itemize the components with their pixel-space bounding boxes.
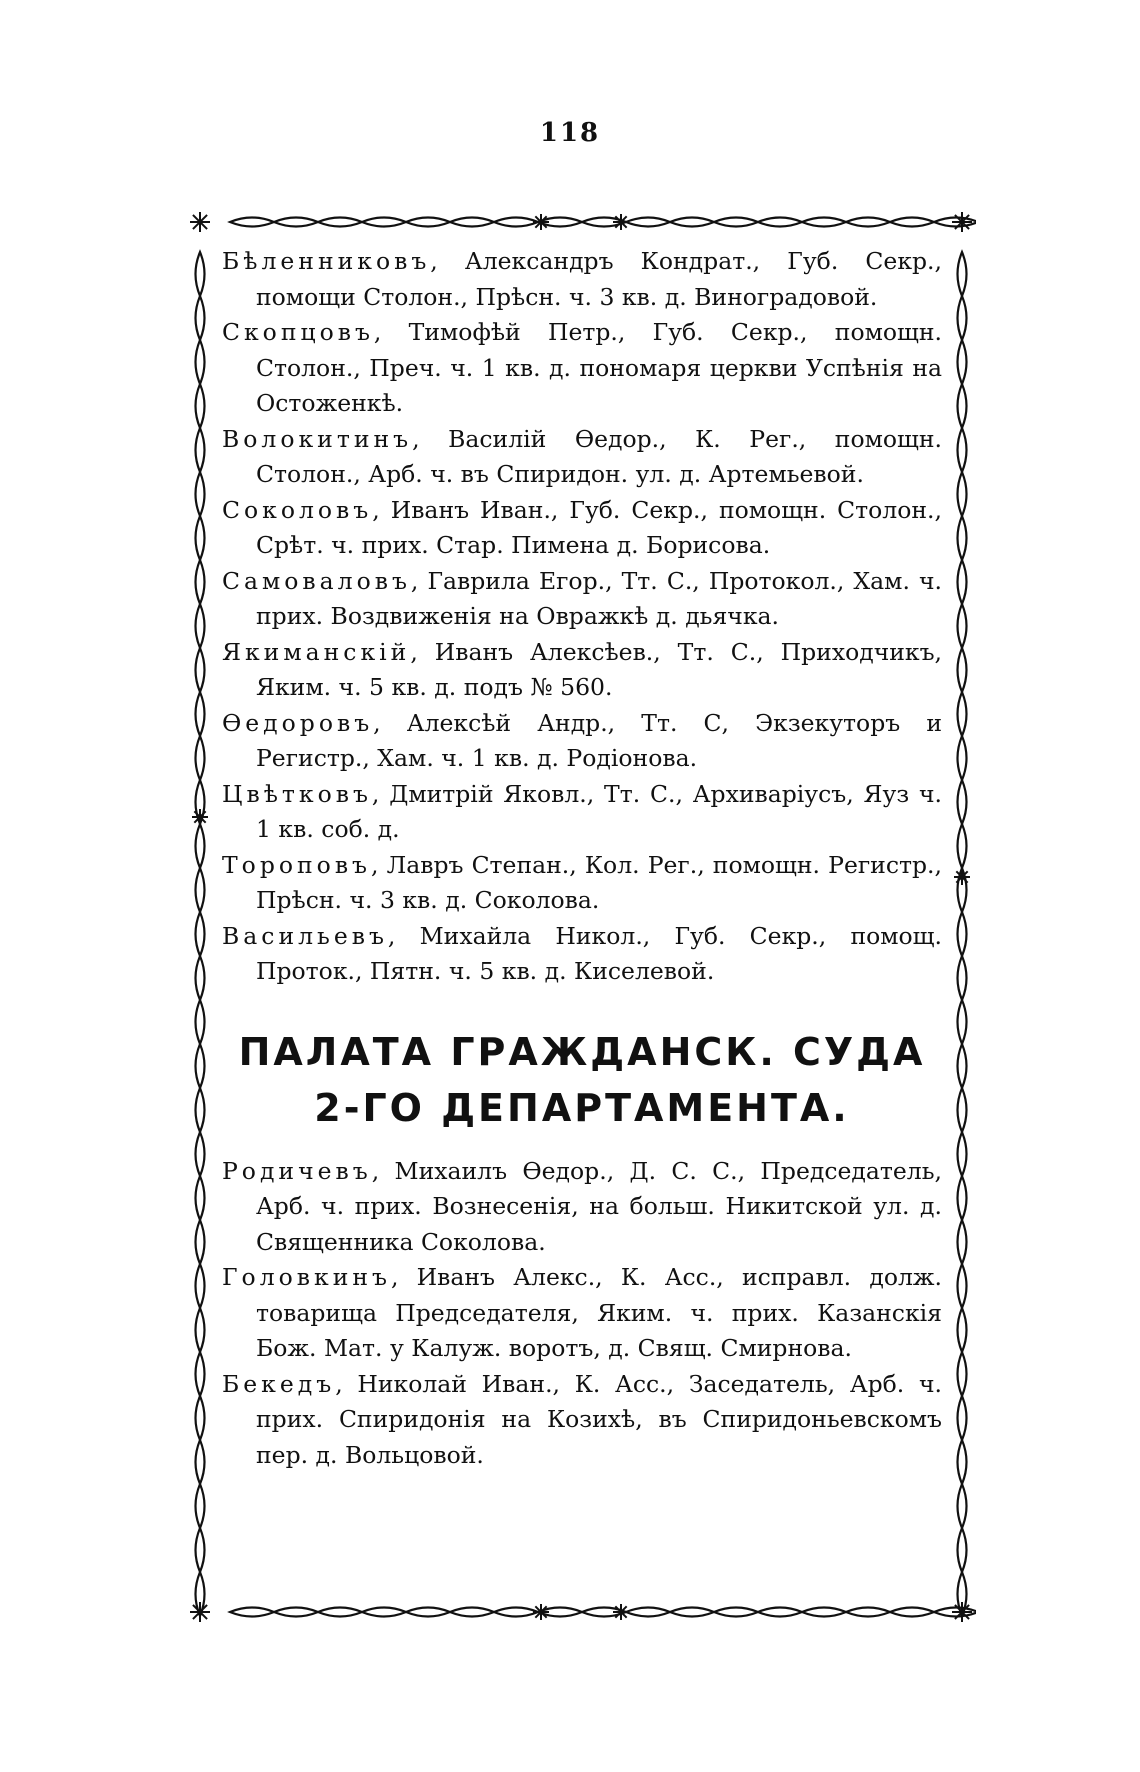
border-link — [626, 1608, 670, 1617]
border-star-ornament — [952, 212, 972, 232]
border-link — [958, 1528, 967, 1572]
border-link — [890, 218, 934, 227]
border-link — [958, 1088, 967, 1132]
border-link — [958, 252, 967, 296]
border-link — [958, 1000, 967, 1044]
border-link — [196, 472, 205, 516]
list-item — [222, 244, 942, 315]
entry-details: , Александръ Кондрат., Губ. Секр., помощи Столон., Прѣсн. ч. 3 кв. д. Виноградовой. — [256, 247, 942, 311]
border-link — [958, 472, 967, 516]
border-link — [958, 1132, 967, 1176]
border-link — [274, 218, 318, 227]
entry-details: , Михайла Никол., Губ. Секр., помощ. Проток., Пятн. ч. 5 кв. д. Киселевой. — [256, 921, 942, 985]
border-link — [958, 824, 967, 868]
page-content — [222, 244, 942, 1473]
border-link — [846, 1608, 890, 1617]
entry-surname: Тороповъ — [222, 850, 372, 879]
border-link — [196, 296, 205, 340]
border-star-ornament — [613, 214, 629, 230]
entry-details: , Алексѣй Андр., Тт. С, Экзекуторъ и Регистр., Хам. ч. 1 кв. д. Родіонова. — [256, 708, 942, 772]
border-link — [196, 868, 205, 912]
entry-surname: Бекедъ — [222, 1369, 336, 1398]
list-item — [222, 848, 942, 919]
border-link — [958, 1352, 967, 1396]
entry-surname: Якиманскій — [222, 637, 411, 666]
border-link — [958, 1220, 967, 1264]
border-link — [196, 648, 205, 692]
list-item — [222, 315, 942, 422]
border-link — [196, 252, 205, 296]
border-link — [196, 428, 205, 472]
border-link — [196, 560, 205, 604]
entry-details: , Дмитрій Яковл., Тт. С., Архиваріусъ, Яуз ч. 1 кв. соб. д. — [256, 779, 942, 843]
border-link — [958, 956, 967, 1000]
entry-details: , Михаилъ Ѳедор., Д. С. С., Председатель, Арб. ч. прих. Вознесенія, на больш. Никитской ул. д. Священника Соколова. — [256, 1156, 942, 1256]
border-link — [958, 1484, 967, 1528]
border-link — [196, 1308, 205, 1352]
border-link — [958, 692, 967, 736]
border-link — [230, 1608, 274, 1617]
border-link — [406, 1608, 450, 1617]
entries-list-top — [222, 244, 942, 990]
border-link — [958, 736, 967, 780]
border-link — [362, 218, 406, 227]
border-star-ornament — [533, 1604, 549, 1620]
entry-surname: Васильевъ — [222, 921, 388, 950]
list-item — [222, 1260, 942, 1367]
list-item — [222, 1154, 942, 1261]
border-link — [196, 340, 205, 384]
border-link — [196, 736, 205, 780]
border-link — [196, 1396, 205, 1440]
entry-surname: Волокитинъ — [222, 424, 413, 453]
border-link — [846, 218, 890, 227]
border-link — [958, 912, 967, 956]
border-link — [494, 1608, 538, 1617]
border-link — [196, 1352, 205, 1396]
border-link — [958, 648, 967, 692]
entry-surname: Родичевъ — [222, 1156, 372, 1185]
border-star-ornament — [190, 1602, 210, 1622]
border-link — [196, 1484, 205, 1528]
entry-surname: Головкинъ — [222, 1263, 391, 1291]
border-link — [196, 912, 205, 956]
border-link — [196, 1220, 205, 1264]
border-star-ornament — [533, 214, 549, 230]
border-link — [196, 692, 205, 736]
border-link — [958, 428, 967, 472]
border-link — [318, 218, 362, 227]
border-link — [196, 1088, 205, 1132]
border-link — [196, 384, 205, 428]
border-link — [958, 1440, 967, 1484]
border-link — [450, 1608, 494, 1617]
entry-details: , Иванъ Алексѣев., Тт. С., Приходчикъ, Яким. ч. 5 кв. д. подъ № 560. — [256, 637, 942, 701]
border-link — [802, 1608, 846, 1617]
border-link — [196, 1176, 205, 1220]
border-link — [196, 1000, 205, 1044]
border-link — [890, 1608, 934, 1617]
border-link — [196, 1528, 205, 1572]
list-item — [222, 635, 942, 706]
border-star-ornament — [954, 869, 970, 885]
entry-details: , Николай Иван., К. Асс., Заседатель, Арб. ч. прих. Спиридонія на Козихѣ, въ Спиридоньевскомъ пер. д. Вольцовой. — [256, 1369, 942, 1469]
border-link — [958, 1044, 967, 1088]
border-star-ornament — [952, 1602, 972, 1622]
border-link — [318, 1608, 362, 1617]
border-link — [230, 218, 274, 227]
border-link — [714, 218, 758, 227]
border-link — [958, 384, 967, 428]
entries-list-bottom — [222, 1154, 942, 1474]
border-star-ornament — [190, 212, 210, 232]
border-link — [670, 1608, 714, 1617]
border-star-ornament — [613, 1604, 629, 1620]
list-item — [222, 919, 942, 990]
border-link — [958, 780, 967, 824]
border-link — [450, 218, 494, 227]
border-link — [714, 1608, 758, 1617]
list-item — [222, 564, 942, 635]
border-link — [196, 1132, 205, 1176]
border-link — [802, 218, 846, 227]
border-link — [958, 560, 967, 604]
border-link — [196, 956, 205, 1000]
entry-details: , Лавръ Степан., Кол. Рег., помощн. Регистр., Прѣсн. ч. 3 кв. д. Соколова. — [256, 850, 942, 914]
border-link — [958, 1396, 967, 1440]
section-heading-line-1: ПАЛАТА ГРАЖДАНСК. СУДА — [238, 1029, 926, 1074]
page-number: 118 — [539, 118, 601, 148]
border-link — [958, 1176, 967, 1220]
border-link — [758, 1608, 802, 1617]
entry-details: , Иванъ Алекс., К. Асс., исправл. долж. товарища Председателя, Яким. ч. прих. Казанскія Бож. Мат. у Калуж. воротъ, д. Свящ. Смирнова. — [256, 1263, 942, 1362]
entry-details: , Иванъ Иван., Губ. Секр., помощн. Столон., Срѣт. ч. прих. Стар. Пимена д. Борисова. — [256, 495, 942, 559]
entry-details: , Гаврила Егор., Тт. С., Протокол., Хам. ч. прих. Воздвиженія на Овражкѣ д. дьячка. — [256, 566, 942, 630]
border-link — [958, 1264, 967, 1308]
border-link — [494, 218, 538, 227]
border-link — [958, 516, 967, 560]
border-link — [958, 340, 967, 384]
list-item — [222, 777, 942, 848]
list-item — [222, 493, 942, 564]
entry-details: , Тимофѣй Петр., Губ. Секр., помощн. Столон., Преч. ч. 1 кв. д. пономаря церкви Успѣнія на Остоженкѣ. — [256, 318, 942, 417]
entry-surname: Цвѣтковъ — [222, 779, 372, 808]
entry-surname: Скопцовъ — [222, 318, 374, 346]
border-link — [196, 824, 205, 868]
border-link — [274, 1608, 318, 1617]
section-heading — [222, 1024, 942, 1136]
entry-surname: Бѣленниковъ — [222, 247, 431, 275]
border-link — [196, 1440, 205, 1484]
entry-surname: Самоваловъ — [222, 566, 411, 595]
list-item — [222, 422, 942, 493]
entry-surname: Ѳедоровъ — [222, 708, 374, 737]
border-link — [626, 218, 670, 227]
border-link — [670, 218, 714, 227]
border-link — [958, 1308, 967, 1352]
entry-details: , Василій Ѳедор., К. Рег., помощн. Столон., Арб. ч. въ Спиридон. ул. д. Артемьевой. — [256, 424, 942, 488]
border-link — [196, 1044, 205, 1088]
border-link — [196, 1264, 205, 1308]
entry-surname: Соколовъ — [222, 495, 373, 524]
border-link — [406, 218, 450, 227]
border-link — [362, 1608, 406, 1617]
border-link — [958, 296, 967, 340]
border-link — [196, 516, 205, 560]
border-link — [758, 218, 802, 227]
border-link — [196, 604, 205, 648]
border-star-ornament — [192, 809, 208, 825]
section-heading-line-2: 2-ГО ДЕПАРТАМЕНТА. — [314, 1085, 850, 1130]
list-item — [222, 706, 942, 777]
list-item — [222, 1367, 942, 1474]
border-link — [958, 604, 967, 648]
